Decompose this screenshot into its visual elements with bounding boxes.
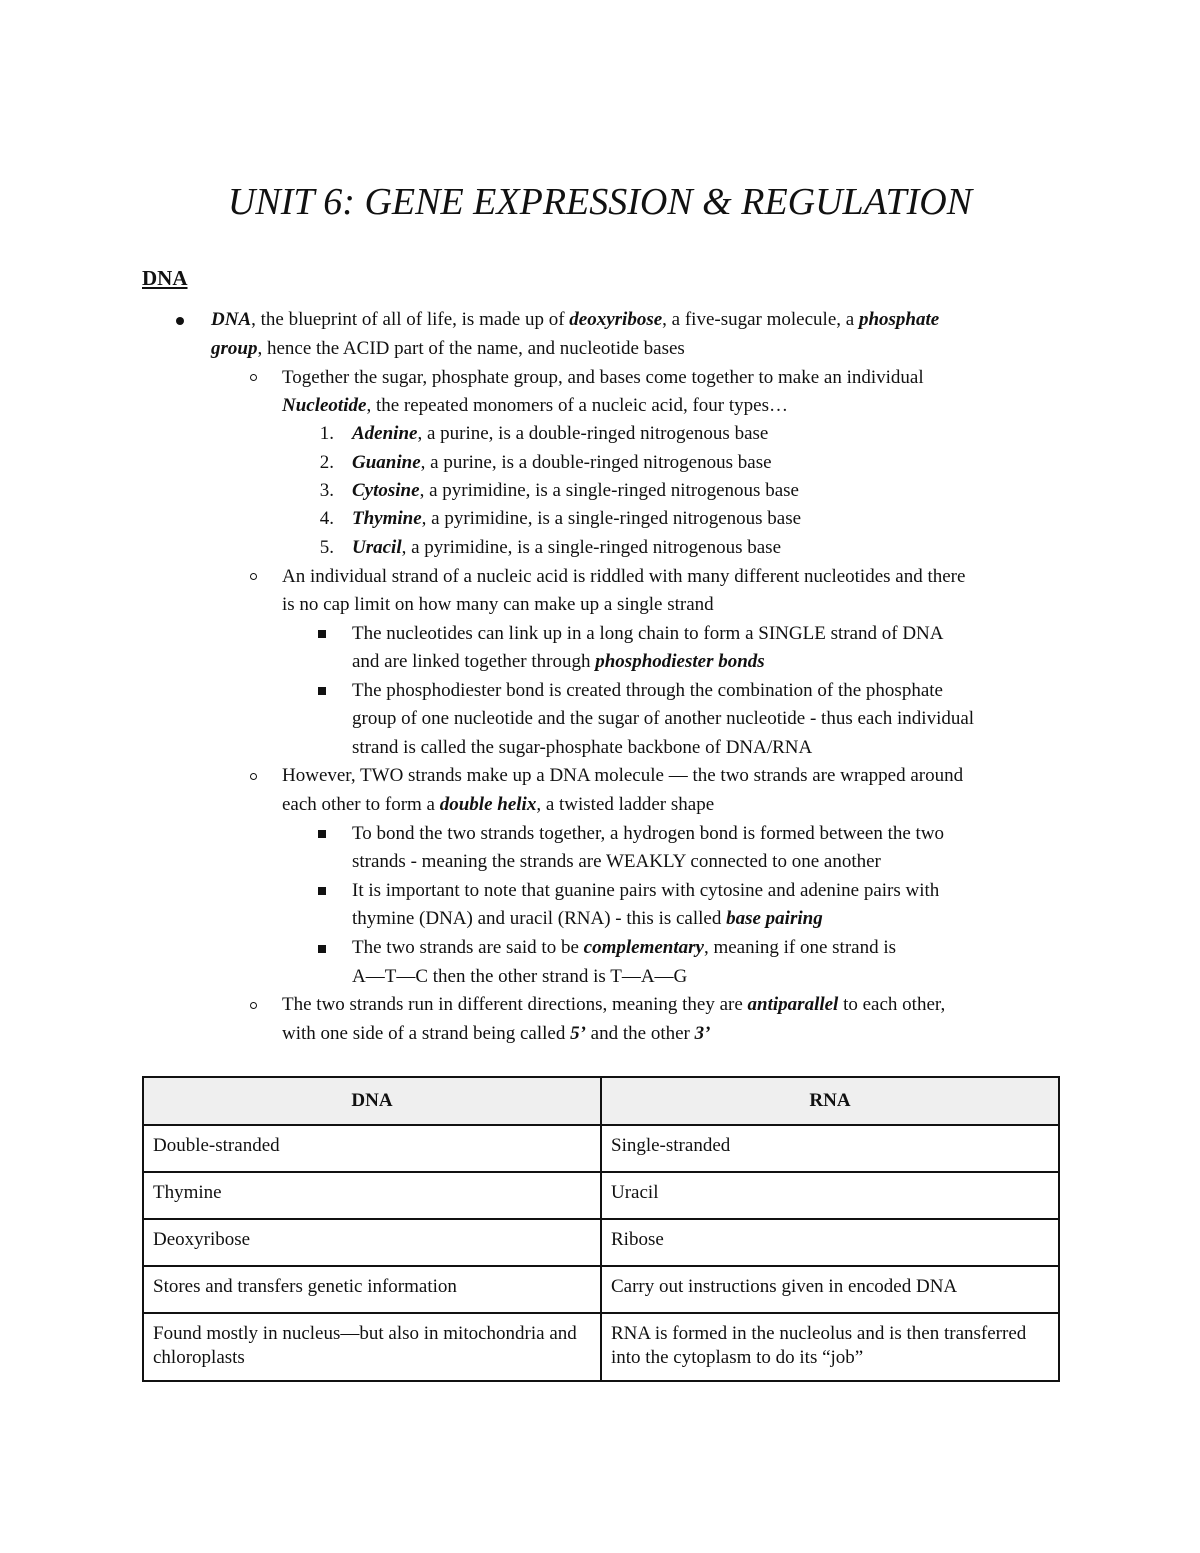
bullet-circle-icon <box>250 573 257 580</box>
paragraph-line: with one side of a strand being called 5’ and the other 3’ <box>282 1023 711 1044</box>
dna-rna-comparison-table <box>142 1076 1060 1382</box>
table-header-dna: DNA <box>143 1077 601 1125</box>
paragraph-line: Together the sugar, phosphate group, and bases come together to make an individual <box>282 367 924 388</box>
paragraph-line: Nucleotide, the repeated monomers of a nucleic acid, four types… <box>282 395 788 416</box>
paragraph-line: and are linked together through phosphodiester bonds <box>352 651 765 672</box>
list-number: 5. <box>319 537 334 558</box>
bullet-square-icon <box>318 830 326 838</box>
paragraph-line: group, hence the ACID part of the name, and nucleotide bases <box>211 338 685 359</box>
list-item: Uracil, a pyrimidine, is a single-ringed nitrogenous base <box>352 537 781 558</box>
paragraph-line: An individual strand of a nucleic acid is riddled with many different nucleotides and there <box>282 566 966 587</box>
bullet-square-icon <box>318 630 326 638</box>
list-item: Thymine, a pyrimidine, is a single-ringed nitrogenous base <box>352 508 802 529</box>
table-row <box>143 1125 1059 1172</box>
list-item: Guanine, a purine, is a double-ringed nitrogenous base <box>352 452 772 473</box>
paragraph-line: It is important to note that guanine pairs with cytosine and adenine pairs with <box>352 880 940 901</box>
list-item: Adenine, a purine, is a double-ringed nitrogenous base <box>352 423 769 444</box>
table-cell: Double-stranded <box>143 1125 601 1172</box>
table-cell: Deoxyribose <box>143 1219 601 1266</box>
table-cell: Carry out instructions given in encoded DNA <box>601 1266 1059 1313</box>
table-cell: Single-stranded <box>601 1125 1059 1172</box>
paragraph-line: thymine (DNA) and uracil (RNA) - this is called base pairing <box>352 908 823 929</box>
table-row <box>143 1313 1059 1381</box>
bullet-square-icon <box>318 687 326 695</box>
paragraph-line: is no cap limit on how many can make up a single strand <box>282 594 714 615</box>
paragraph-line: DNA, the blueprint of all of life, is made up of deoxyribose, a five-sugar molecule, a phosphate <box>211 309 940 330</box>
paragraph-line: each other to form a double helix, a twisted ladder shape <box>282 794 715 815</box>
list-number: 4. <box>319 508 334 529</box>
bullet-square-icon <box>318 887 326 895</box>
table-row <box>143 1172 1059 1219</box>
table-cell: Stores and transfers genetic information <box>143 1266 601 1313</box>
paragraph-line: group of one nucleotide and the sugar of another nucleotide - thus each individual <box>352 708 975 729</box>
table-header-row <box>143 1077 1059 1125</box>
table-cell: Found mostly in nucleus—but also in mitochondria and chloroplasts <box>143 1313 601 1381</box>
section-heading-dna: DNA <box>142 266 188 290</box>
table-cell: Uracil <box>601 1172 1059 1219</box>
bullet-dot-icon <box>176 317 184 325</box>
paragraph-line: To bond the two strands together, a hydrogen bond is formed between the two <box>352 823 945 844</box>
table-cell: Thymine <box>143 1172 601 1219</box>
bullet-circle-icon <box>250 1002 257 1009</box>
list-number: 3. <box>319 480 334 501</box>
table-row <box>143 1219 1059 1266</box>
list-item: Cytosine, a pyrimidine, is a single-ringed nitrogenous base <box>352 480 799 501</box>
paragraph-line: The nucleotides can link up in a long chain to form a SINGLE strand of DNA <box>352 623 944 644</box>
page-title: UNIT 6: GENE EXPRESSION & REGULATION <box>227 181 973 223</box>
bullet-circle-icon <box>250 773 257 780</box>
list-number: 2. <box>319 452 334 473</box>
list-number: 1. <box>319 423 334 444</box>
paragraph-line: strands - meaning the strands are WEAKLY connected to one another <box>352 851 881 872</box>
table-cell: RNA is formed in the nucleolus and is then transferred into the cytoplasm to do its “job” <box>601 1313 1059 1381</box>
bullet-square-icon <box>318 945 326 953</box>
paragraph-line: The two strands run in different directions, meaning they are antiparallel to each other, <box>282 994 946 1015</box>
paragraph-line: A—T—C then the other strand is T—A—G <box>352 966 688 987</box>
table-cell: Ribose <box>601 1219 1059 1266</box>
paragraph-line: However, TWO strands make up a DNA molecule — the two strands are wrapped around <box>282 765 964 786</box>
paragraph-line: The phosphodiester bond is created through the combination of the phosphate <box>352 680 943 701</box>
bullet-circle-icon <box>250 374 257 381</box>
paragraph-line: strand is called the sugar-phosphate backbone of DNA/RNA <box>352 737 813 758</box>
table-header-rna: RNA <box>601 1077 1059 1125</box>
table-row <box>143 1266 1059 1313</box>
paragraph-line: The two strands are said to be complementary, meaning if one strand is <box>352 937 897 958</box>
